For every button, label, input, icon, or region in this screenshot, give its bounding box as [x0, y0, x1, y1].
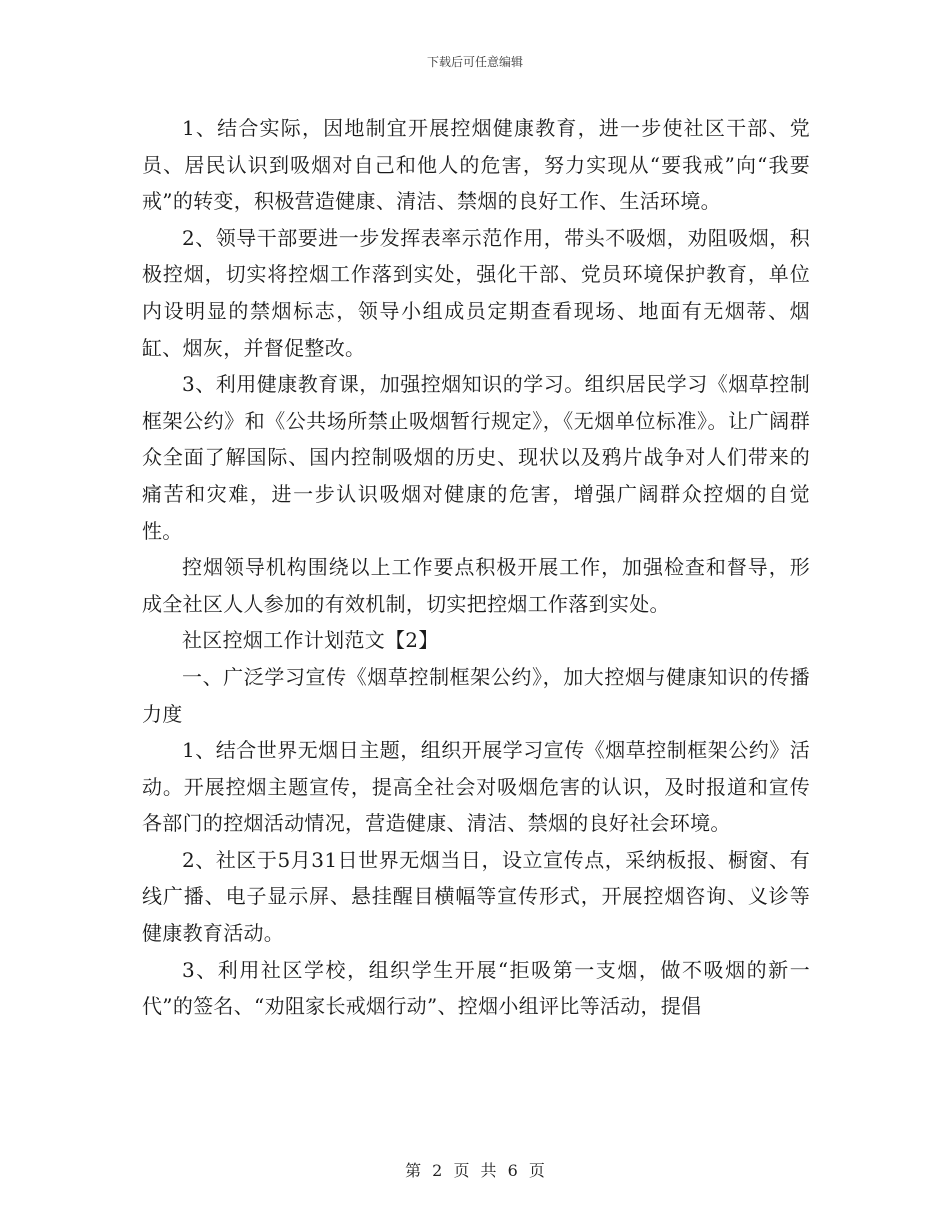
paragraph: 1、结合世界无烟日主题，组织开展学习宣传《烟草控制框架公约》活动。开展控烟主题宣传，提高全社会对吸烟危害的认识，及时报道和宣传各部门的控烟活动情况，营造健康、清洁、禁烟的良好社会环境。: [142, 738, 810, 836]
paragraph: 2、领导干部要进一步发挥表率示范作用，带头不吸烟，劝阻吸烟，积极控烟，切实将控烟工作落到实处，强化干部、党员环境保护教育，单位内设明显的禁烟标志，领导小组成员定期查看现场、地面有无烟蒂、烟缸、烟灰，并督促整改。: [142, 225, 810, 360]
page-header-note: 下载后可任意编辑: [426, 55, 523, 69]
section-title: 社区控烟工作计划范文【2】: [182, 628, 439, 653]
paragraph: 控烟领导机构围绕以上工作要点积极开展工作，加强检查和督导，形成全社区人人参加的有效机制，切实把控烟工作落到实处。: [142, 555, 810, 616]
paragraph: 2、社区于5月31日世界无烟当日，设立宣传点，采纳板报、橱窗、有线广播、电子显示屏、悬挂醒目横幅等宣传形式，开展控烟咨询、义诊等健康教育活动。: [142, 847, 810, 946]
page-number: 第 2 页 共 6 页: [405, 1161, 545, 1180]
paragraph: 3、利用健康教育课，加强控烟知识的学习。组织居民学习《烟草控制框架公约》和《公共场所禁止吸烟暂行规定》，《无烟单位标准》。让广阔群众全面了解国际、国内控制吸烟的历史、现状以及鸦片战争对人们带来的痛苦和灾难，进一步认识吸烟对健康的危害，增强广阔群众控烟的自觉性。: [142, 372, 810, 543]
section-heading: 一、广泛学习宣传《烟草控制框架公约》，加大控烟与健康知识的传播力度: [142, 664, 810, 726]
document-body: [142, 110, 810, 1025]
paragraph: 1、结合实际，因地制宜开展控烟健康教育，进一步使社区干部、党员、居民认识到吸烟对自己和他人的危害，努力实现从“要我戒”向“我要戒”的转变，积极营造健康、清洁、禁烟的良好工作、生活环境。: [142, 116, 810, 214]
paragraph: 3、利用社区学校，组织学生开展“拒吸第一支烟，做不吸烟的新一代”的签名、“劝阻家长戒烟行动”、控烟小组评比等活动，提倡: [142, 957, 810, 1019]
